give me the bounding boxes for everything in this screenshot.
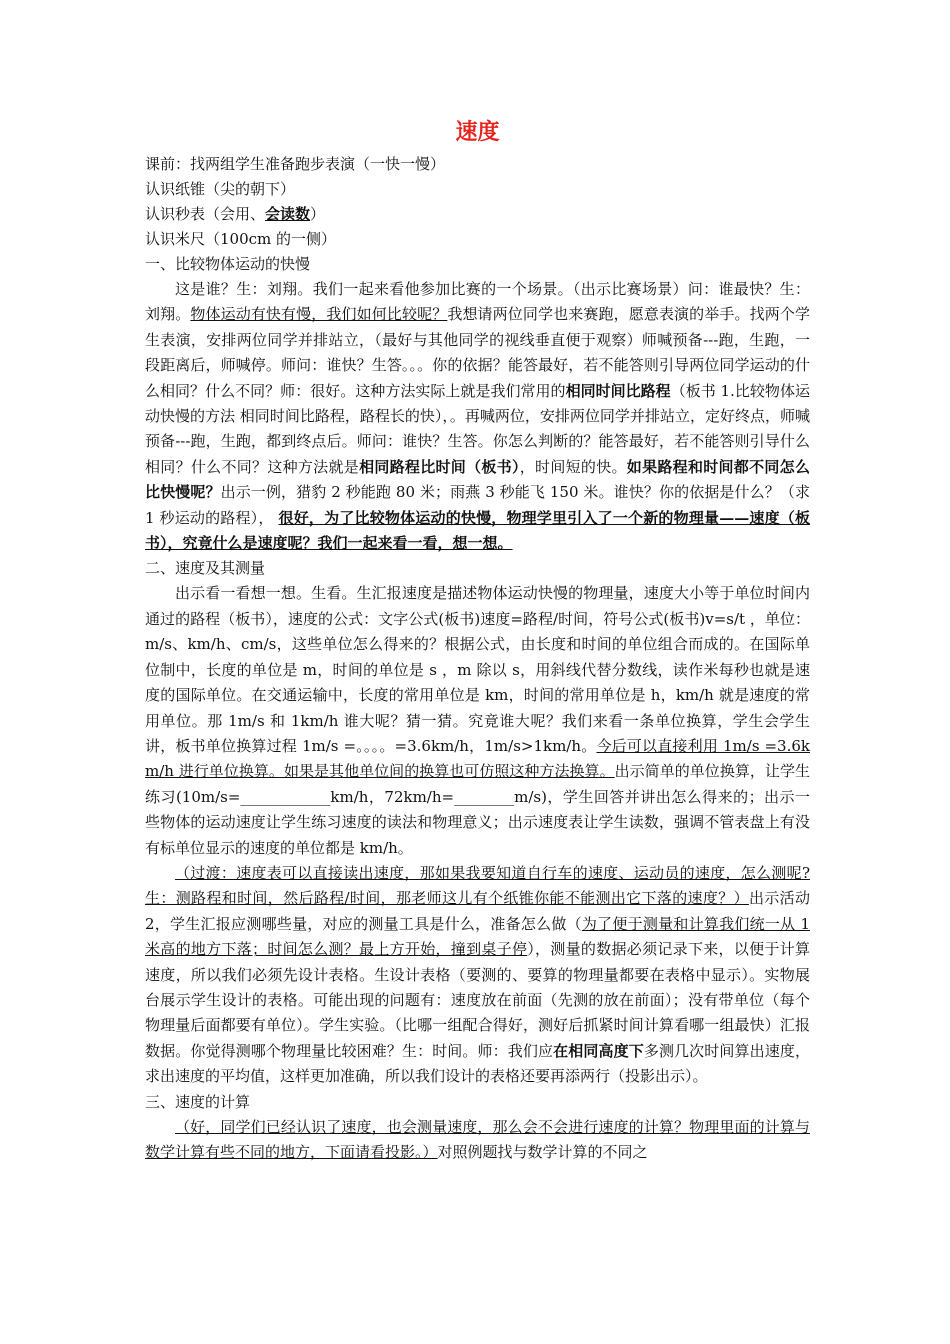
text-run: 对照例题找与数学计算的不同之 — [437, 1143, 648, 1161]
page-title: 速度 — [455, 120, 500, 145]
intro-stopwatch-emph: 会读数 — [265, 205, 311, 223]
text-run: （板书 1.比较物体运动快慢的方法 相同时间比路程，路程长的快），。再喊两位，安排两位同学并排站立，定好终点，师喊预备---跑，生跑，都到终点后。师问：谁快？生答。你怎么判断的？能答最好，若不能答则引导什么相同？什么不同？这种方法就是 — [145, 381, 810, 476]
intro-stopwatch-suffix: ） — [310, 205, 326, 223]
intro-stopwatch-prefix: 认识秒表（会用、 — [145, 205, 266, 223]
text-run: 出示活动 2，学生汇报应测哪些量，对应的测量工具是什么，准备怎么做（ — [145, 889, 810, 933]
section2-heading: 二、速度及其测量 — [145, 559, 266, 578]
text-run: 为了便于测量和计算我们统一从 1 米高的地方下落；时间怎么测？最上方开始，撞到桌子停 — [145, 914, 810, 959]
text-run: 多测几次时间算出速度，求出速度的平均值，这样更加准确，所以我们设计的表格还要再添两行（投影出示）。 — [145, 1041, 810, 1086]
text-run: 这是谁？生：刘翔。我们一起来看他参加比赛的一个场景。（出示比赛场景）问：谁最快？生：刘翔。 — [145, 280, 810, 324]
text-run: ），测量的数据必须记录下来，以便于计算速度，所以我们必须先设计表格。生设计表格（要测的、要算的物理量都要在表格中显示）。实物展台展示学生设计的表格。可能出现的问题有：速度放在前面（先测的放在前面）；没有带单位（每个物理量后面都要有单位）。学生实验。（比哪一组配合得好，测好后抓紧时间计算看哪一组最快）汇报数据。你觉得测哪个物理量比较困难？生：时间。师：我们应 — [145, 940, 810, 1060]
section1-heading: 一、比较物体运动的快慢 — [145, 255, 311, 273]
intro-line-3 — [145, 202, 810, 227]
text-run: 如果路程和时间都不同怎么比快慢呢？ — [145, 457, 810, 502]
section2-paragraph-1 — [145, 581, 810, 860]
text-run: 我想请两位同学也来赛跑，愿意表演的举手。找两个学生表演，安排两位同学并排站立，（最好与其他同学的视线垂直便于观察）师喊预备---跑，生跑，一段距离后，师喊停。师问：谁快？生答。。。你的依据？能答最好，若不能答则引导两位同学运动的什么相同？什么不同？师：很好。这种方法实际上就是我们常用的 — [145, 305, 810, 400]
intro-line-4: 认识米尺（100cm 的一侧） — [145, 230, 337, 248]
intro-line-1: 课前：找两组学生准备跑步表演（一快一慢） — [145, 155, 446, 173]
text-run: 在相同高度下 — [553, 1041, 644, 1060]
text-run: 相同时间比路程 — [565, 381, 671, 400]
section1-paragraph — [145, 277, 810, 556]
text-run: 相同路程比时间（板书） — [359, 457, 520, 476]
intro-line-2: 认识纸锥（尖的朝下） — [145, 180, 296, 198]
text-run: （过渡：速度表可以直接读出速度，那如果我要知道自行车的速度、运动员的速度，怎么测呢?生：测路程和时间，然后路程/时间，那老师这儿有个纸锥你能不能测出它下落的速度？） — [145, 863, 810, 908]
text-run: 物体运动有快有慢，我们如何比较呢？ — [190, 305, 448, 324]
text-run: 出示一例，猎豹 2 秒能跑 80 米；雨燕 3 秒能飞 150 米。谁快？你的依据是什么？（求 1 秒运动的路程）， — [145, 483, 810, 527]
document-page — [145, 118, 810, 1165]
text-run: 出示简单的单位换算，让学生练习(10m/s=____________km/h，72km/h=________m/s)，学生回答并讲出怎么得来的；出示一些物体的运动速度让学生练习速度的读法和物理意义；出示速度表让学生读数，强调不管表盘上有没有标单位显示的速度的单位都是 km/h。 — [145, 762, 810, 857]
section3-heading: 三、速度的计算 — [145, 1092, 251, 1111]
text-run: ，时间短的快。 — [519, 457, 627, 476]
text-run: 很好，为了比较物体运动的快慢，物理学里引入了一个新的物理量——速度（板书），究竟什么是速度呢？我们一起来看一看，想一想。 — [145, 508, 810, 553]
text-run: 出示看一看想一想。生看。生汇报速度是描述物体运动快慢的物理量，速度大小等于单位时间内通过的路程（板书），速度的公式：文字公式(板书)速度=路程/时间，符号公式(板书)v=s/t ，单位：m/s、km/h、cm/s，这些单位怎么得来的？根据公式，由长度和时间的单位组合而成的。在国际单位制中，长度的单位是 m，时间的单位是 s ，m 除以 s，用斜线代替分数线，读作米每秒也就是速度的国际单位。在交通运输中，长度的常用单位是 km，时间的常用单位是 h，km/h 就是速度的常用单位。那 1m/s 和 1km/h 谁大呢？猜一猜。究竟谁大呢？我们来看一条单位换算，学生会学生讲，板书单位换算过程 1m/s =。。。。=3.6km/h，1m/s>1km/h。 — [145, 584, 810, 755]
section2-paragraph-2 — [145, 861, 810, 1090]
section3-paragraph — [145, 1115, 810, 1166]
text-run: （好，同学们已经认识了速度，也会测量速度，那么会不会进行速度的计算？物理里面的计算与数学计算有些不同的地方，下面请看投影。） — [145, 1117, 810, 1161]
text-run: 今后可以直接利用 1m/s =3.6km/h 进行单位换算。如果是其他单位间的换算也可仿照这种方法换算。 — [145, 736, 811, 781]
